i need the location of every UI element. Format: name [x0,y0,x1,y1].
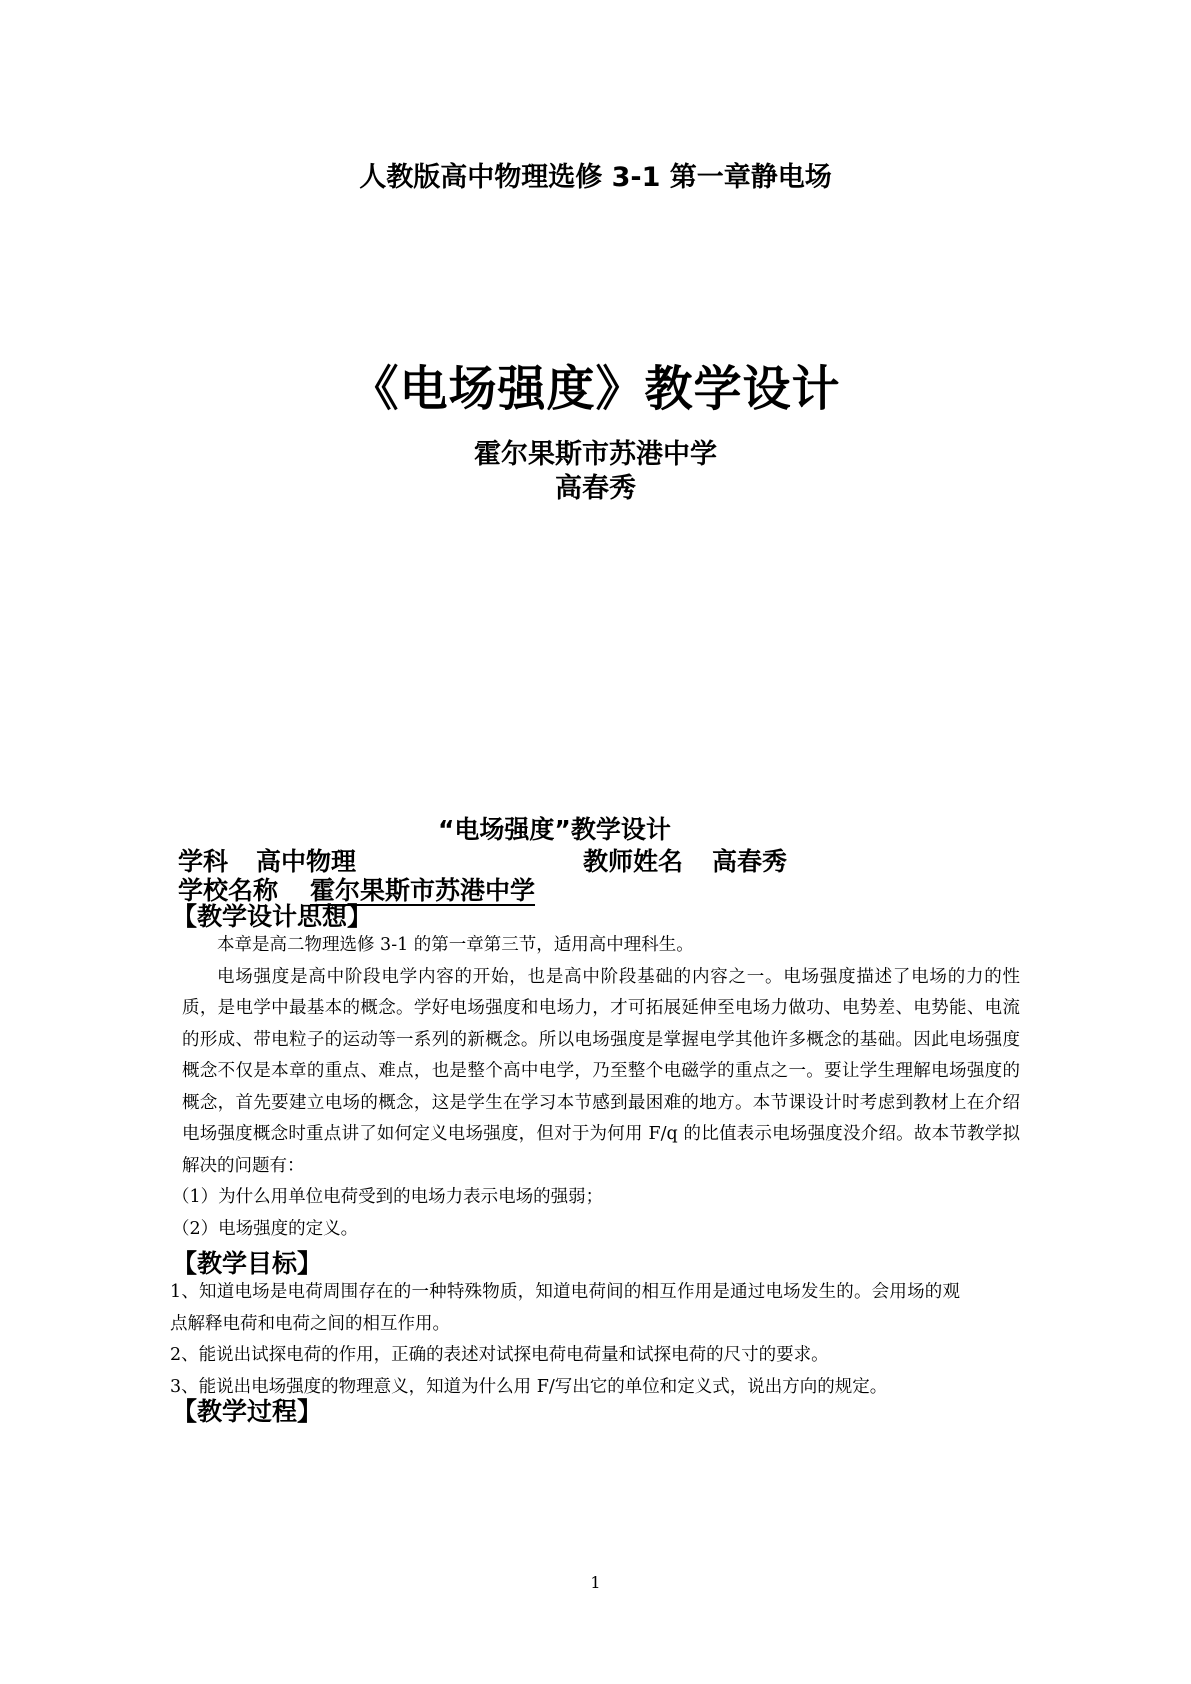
cover-author: 高春秀 [555,473,636,504]
goals-body [170,1277,960,1403]
goal-item-1: 1、知道电场是电荷周围存在的一种特殊物质，知道电荷间的相互作用是通过电场发生的。会用场的观点解释电荷和电荷之间的相互作用。 [170,1282,960,1334]
design-title: “电场强度”教学设计 [438,815,671,844]
section-heading-process: 【教学过程】 [172,1397,323,1426]
subject-label: 学科 [178,847,229,876]
page-number: 1 [590,1573,601,1592]
cover-subtitle: 人教版高中物理选修 3-1 第一章静电场 [359,162,832,193]
school-value: 霍尔果斯市苏港中学 [310,876,536,905]
goal-item-2: 2、能说出试探电荷的作用，正确的表述对试探电荷电荷量和试探电荷的尺寸的要求。 [170,1345,829,1365]
thinking-body [172,930,1020,1245]
section-heading-thinking: 【教学设计思想】 [172,902,373,931]
teacher-label: 教师姓名 [583,847,684,876]
thinking-paragraph-1: 本章是高二物理选修 3-1 的第一章第三节，适用高中理科生。 [217,935,694,955]
thinking-paragraph-2: 电场强度是高中阶段电学内容的开始，也是高中阶段基础的内容之一。电场强度描述了电场的力的性质，是电学中最基本的概念。学好电场强度和电场力，才可拓展延伸至电场力做功、电势差、电势能、电流的形成、带电粒子的运动等一系列的新概念。所以电场强度是掌握电学其他许多概念的基础。因此电场强度概念不仅是本章的重点、难点，也是整个高中电学，乃至整个电磁学的重点之一。要让学生理解电场强度的概念，首先要建立电场的概念，这是学生在学习本节感到最困难的地方。本节课设计时考虑到教材上在介绍电场强度概念时重点讲了如何定义电场强度，但对于为何用 F/q 的比值表示电场强度没介绍。故本节教学拟解决的问题有： [182,966,1020,1176]
thinking-question-1: （1）为什么用单位电荷受到的电场力表示电场的强弱； [172,1187,604,1207]
cover-school: 霍尔果斯市苏港中学 [474,439,717,470]
goal-item-3: 3、能说出电场强度的物理意义，知道为什么用 F/写出它的单位和定义式，说出方向的规定。 [170,1376,888,1397]
subject-value: 高中物理 [256,847,357,876]
thinking-question-2: （2）电场强度的定义。 [172,1218,359,1239]
section-heading-goals: 【教学目标】 [172,1249,323,1278]
cover-title: 《电场强度》教学设计 [350,361,841,417]
school-label: 学校名称 [178,876,279,905]
teacher-value: 高春秀 [712,847,788,876]
